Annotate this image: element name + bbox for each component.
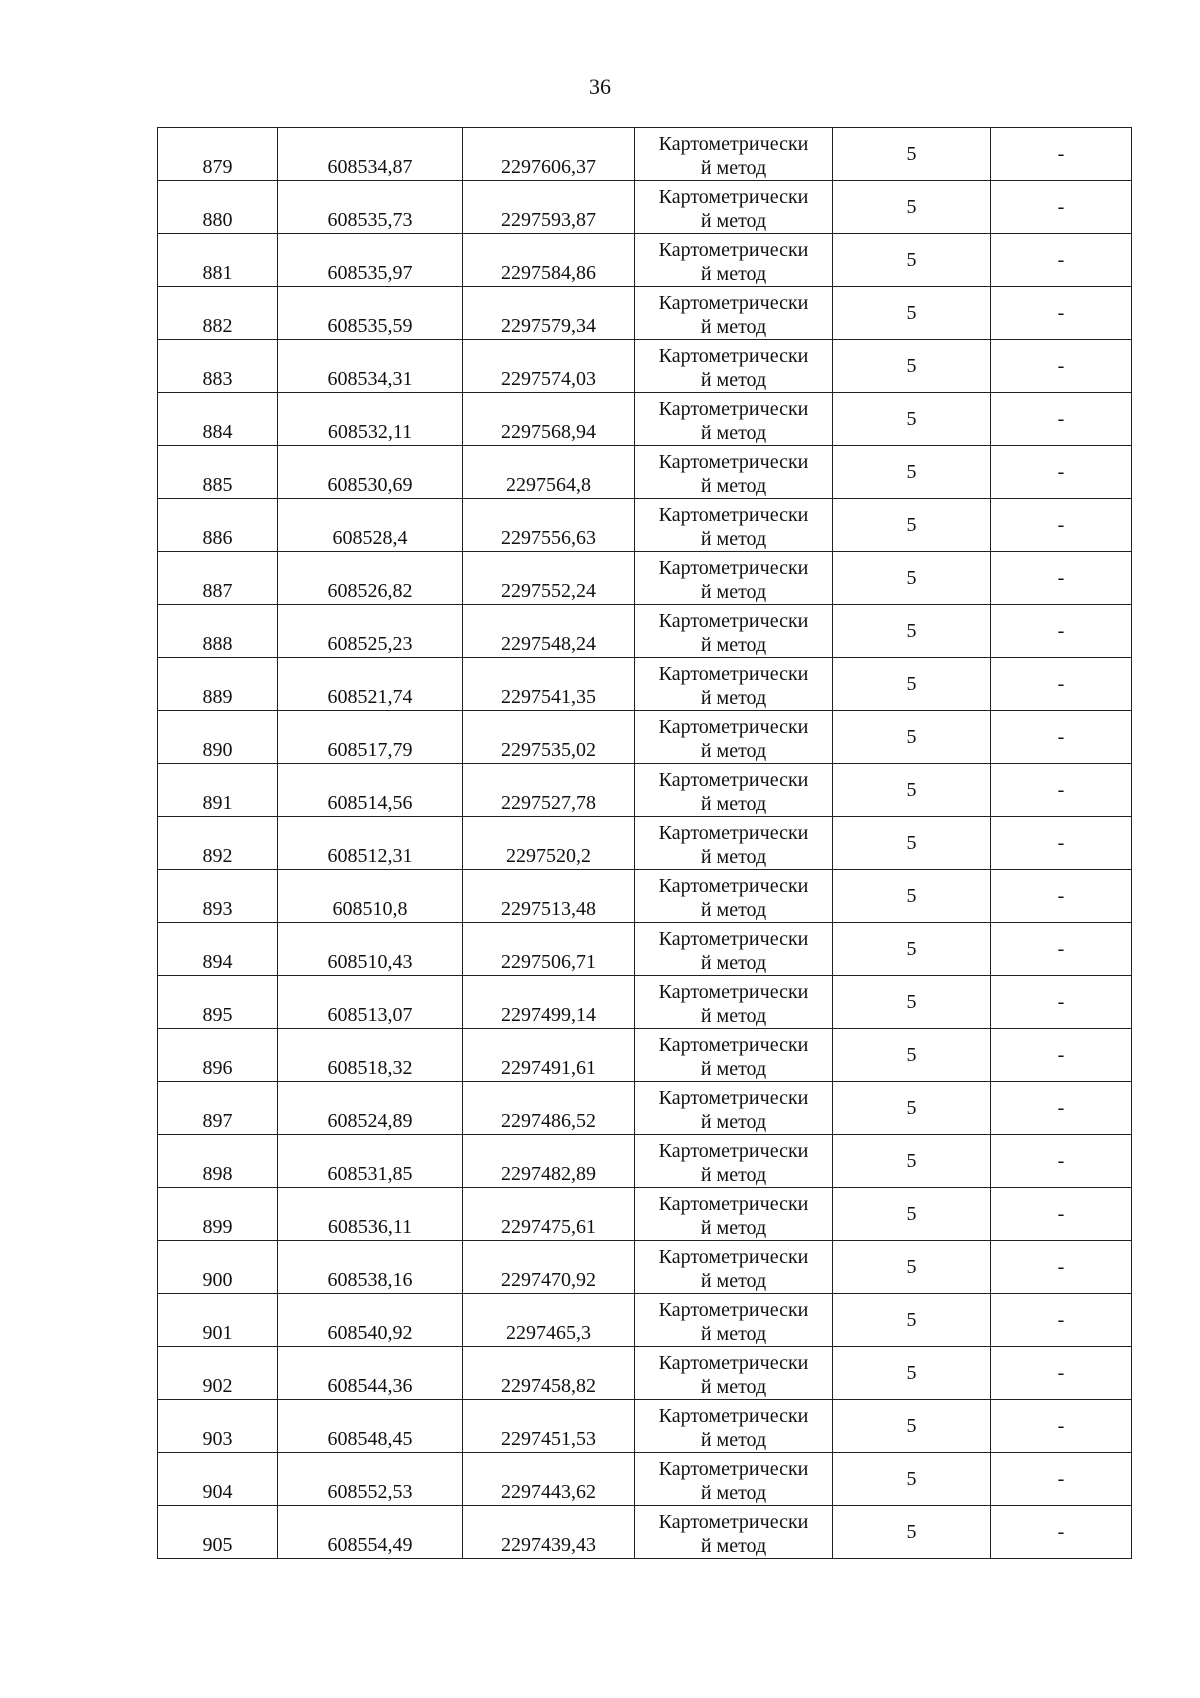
- table-row: [158, 976, 1132, 1029]
- y-coordinate-cell: 2297593,87: [463, 181, 635, 234]
- method-text: Картометрически й метод: [658, 1034, 809, 1080]
- x-coordinate-cell: 608526,82: [278, 552, 463, 605]
- x-coordinate-cell: 608544,36: [278, 1347, 463, 1400]
- coordinates-table: [157, 127, 1132, 1559]
- x-coordinate-cell: 608552,53: [278, 1453, 463, 1506]
- method-cell: [635, 393, 833, 446]
- y-coordinate-cell: 2297513,48: [463, 870, 635, 923]
- method-cell: [635, 552, 833, 605]
- point-number-cell: 882: [158, 287, 278, 340]
- description-cell: -: [991, 446, 1132, 499]
- point-number-cell: 899: [158, 1188, 278, 1241]
- accuracy-cell: 5: [833, 552, 991, 605]
- x-coordinate-cell: 608535,59: [278, 287, 463, 340]
- method-cell: [635, 1347, 833, 1400]
- table-row: [158, 1029, 1132, 1082]
- method-cell: [635, 976, 833, 1029]
- table-row: [158, 711, 1132, 764]
- point-number-cell: 901: [158, 1294, 278, 1347]
- table-row: [158, 1135, 1132, 1188]
- method-text: Картометрически й метод: [658, 1140, 809, 1186]
- y-coordinate-cell: 2297486,52: [463, 1082, 635, 1135]
- accuracy-cell: 5: [833, 340, 991, 393]
- description-cell: -: [991, 976, 1132, 1029]
- accuracy-cell: 5: [833, 1347, 991, 1400]
- accuracy-cell: 5: [833, 605, 991, 658]
- x-coordinate-cell: 608530,69: [278, 446, 463, 499]
- table-row: [158, 605, 1132, 658]
- method-cell: [635, 1453, 833, 1506]
- accuracy-cell: 5: [833, 976, 991, 1029]
- description-cell: -: [991, 605, 1132, 658]
- method-cell: [635, 1029, 833, 1082]
- x-coordinate-cell: 608540,92: [278, 1294, 463, 1347]
- method-text: Картометрически й метод: [658, 133, 809, 179]
- table-row: [158, 287, 1132, 340]
- y-coordinate-cell: 2297451,53: [463, 1400, 635, 1453]
- accuracy-cell: 5: [833, 711, 991, 764]
- x-coordinate-cell: 608534,31: [278, 340, 463, 393]
- method-text: Картометрически й метод: [658, 1087, 809, 1133]
- x-coordinate-cell: 608514,56: [278, 764, 463, 817]
- method-text: Картометрически й метод: [658, 1458, 809, 1504]
- description-cell: -: [991, 181, 1132, 234]
- method-text: Картометрически й метод: [658, 663, 809, 709]
- method-cell: [635, 1294, 833, 1347]
- description-cell: -: [991, 340, 1132, 393]
- accuracy-cell: 5: [833, 1400, 991, 1453]
- method-cell: [635, 870, 833, 923]
- description-cell: -: [991, 128, 1132, 181]
- x-coordinate-cell: 608518,32: [278, 1029, 463, 1082]
- x-coordinate-cell: 608534,87: [278, 128, 463, 181]
- coordinates-table-body: [158, 128, 1132, 1559]
- description-cell: -: [991, 1347, 1132, 1400]
- method-cell: [635, 1188, 833, 1241]
- x-coordinate-cell: 608528,4: [278, 499, 463, 552]
- table-row: [158, 446, 1132, 499]
- table-row: [158, 393, 1132, 446]
- y-coordinate-cell: 2297564,8: [463, 446, 635, 499]
- y-coordinate-cell: 2297465,3: [463, 1294, 635, 1347]
- y-coordinate-cell: 2297499,14: [463, 976, 635, 1029]
- description-cell: -: [991, 1294, 1132, 1347]
- table-row: [158, 1400, 1132, 1453]
- x-coordinate-cell: 608517,79: [278, 711, 463, 764]
- description-cell: -: [991, 1453, 1132, 1506]
- method-cell: [635, 499, 833, 552]
- point-number-cell: 891: [158, 764, 278, 817]
- y-coordinate-cell: 2297568,94: [463, 393, 635, 446]
- point-number-cell: 883: [158, 340, 278, 393]
- accuracy-cell: 5: [833, 1294, 991, 1347]
- method-cell: [635, 128, 833, 181]
- table-row: [158, 1082, 1132, 1135]
- method-cell: [635, 658, 833, 711]
- method-text: Картометрически й метод: [658, 1246, 809, 1292]
- point-number-cell: 898: [158, 1135, 278, 1188]
- table-row: [158, 340, 1132, 393]
- y-coordinate-cell: 2297552,24: [463, 552, 635, 605]
- page-number: 36: [589, 74, 611, 99]
- method-text: Картометрически й метод: [658, 716, 809, 762]
- y-coordinate-cell: 2297548,24: [463, 605, 635, 658]
- description-cell: -: [991, 658, 1132, 711]
- method-text: Картометрически й метод: [658, 1299, 809, 1345]
- table-row: [158, 499, 1132, 552]
- y-coordinate-cell: 2297574,03: [463, 340, 635, 393]
- y-coordinate-cell: 2297475,61: [463, 1188, 635, 1241]
- point-number-cell: 880: [158, 181, 278, 234]
- point-number-cell: 889: [158, 658, 278, 711]
- point-number-cell: 885: [158, 446, 278, 499]
- method-text: Картометрически й метод: [658, 928, 809, 974]
- accuracy-cell: 5: [833, 393, 991, 446]
- method-cell: [635, 234, 833, 287]
- accuracy-cell: 5: [833, 128, 991, 181]
- method-cell: [635, 1082, 833, 1135]
- point-number-cell: 892: [158, 817, 278, 870]
- method-text: Картометрически й метод: [658, 981, 809, 1027]
- point-number-cell: 896: [158, 1029, 278, 1082]
- accuracy-cell: 5: [833, 1029, 991, 1082]
- accuracy-cell: 5: [833, 1188, 991, 1241]
- table-row: [158, 658, 1132, 711]
- x-coordinate-cell: 608521,74: [278, 658, 463, 711]
- y-coordinate-cell: 2297541,35: [463, 658, 635, 711]
- method-text: Картометрически й метод: [658, 769, 809, 815]
- method-cell: [635, 923, 833, 976]
- y-coordinate-cell: 2297527,78: [463, 764, 635, 817]
- point-number-cell: 893: [158, 870, 278, 923]
- method-text: Картометрически й метод: [658, 504, 809, 550]
- x-coordinate-cell: 608524,89: [278, 1082, 463, 1135]
- method-cell: [635, 764, 833, 817]
- description-cell: -: [991, 1506, 1132, 1559]
- accuracy-cell: 5: [833, 499, 991, 552]
- description-cell: -: [991, 817, 1132, 870]
- x-coordinate-cell: 608538,16: [278, 1241, 463, 1294]
- method-cell: [635, 287, 833, 340]
- table-row: [158, 923, 1132, 976]
- method-text: Картометрически й метод: [658, 292, 809, 338]
- method-text: Картометрически й метод: [658, 557, 809, 603]
- table-row: [158, 128, 1132, 181]
- table-row: [158, 552, 1132, 605]
- table-row: [158, 1241, 1132, 1294]
- point-number-cell: 888: [158, 605, 278, 658]
- accuracy-cell: 5: [833, 234, 991, 287]
- y-coordinate-cell: 2297482,89: [463, 1135, 635, 1188]
- x-coordinate-cell: 608513,07: [278, 976, 463, 1029]
- method-text: Картометрически й метод: [658, 345, 809, 391]
- accuracy-cell: 5: [833, 1135, 991, 1188]
- table-row: [158, 1188, 1132, 1241]
- method-cell: [635, 711, 833, 764]
- description-cell: -: [991, 499, 1132, 552]
- description-cell: -: [991, 1400, 1132, 1453]
- point-number-cell: 895: [158, 976, 278, 1029]
- point-number-cell: 900: [158, 1241, 278, 1294]
- description-cell: -: [991, 711, 1132, 764]
- y-coordinate-cell: 2297439,43: [463, 1506, 635, 1559]
- description-cell: -: [991, 764, 1132, 817]
- table-row: [158, 764, 1132, 817]
- method-cell: [635, 1241, 833, 1294]
- y-coordinate-cell: 2297579,34: [463, 287, 635, 340]
- accuracy-cell: 5: [833, 1082, 991, 1135]
- table-row: [158, 1453, 1132, 1506]
- point-number-cell: 902: [158, 1347, 278, 1400]
- y-coordinate-cell: 2297506,71: [463, 923, 635, 976]
- accuracy-cell: 5: [833, 1453, 991, 1506]
- accuracy-cell: 5: [833, 1241, 991, 1294]
- x-coordinate-cell: 608512,31: [278, 817, 463, 870]
- point-number-cell: 897: [158, 1082, 278, 1135]
- accuracy-cell: 5: [833, 1506, 991, 1559]
- y-coordinate-cell: 2297556,63: [463, 499, 635, 552]
- point-number-cell: 884: [158, 393, 278, 446]
- y-coordinate-cell: 2297606,37: [463, 128, 635, 181]
- accuracy-cell: 5: [833, 764, 991, 817]
- method-cell: [635, 817, 833, 870]
- y-coordinate-cell: 2297491,61: [463, 1029, 635, 1082]
- description-cell: -: [991, 1135, 1132, 1188]
- x-coordinate-cell: 608532,11: [278, 393, 463, 446]
- x-coordinate-cell: 608535,97: [278, 234, 463, 287]
- point-number-cell: 881: [158, 234, 278, 287]
- x-coordinate-cell: 608510,43: [278, 923, 463, 976]
- method-text: Картометрически й метод: [658, 239, 809, 285]
- method-text: Картометрически й метод: [658, 186, 809, 232]
- y-coordinate-cell: 2297535,02: [463, 711, 635, 764]
- y-coordinate-cell: 2297470,92: [463, 1241, 635, 1294]
- x-coordinate-cell: 608525,23: [278, 605, 463, 658]
- table-row: [158, 1294, 1132, 1347]
- y-coordinate-cell: 2297584,86: [463, 234, 635, 287]
- point-number-cell: 890: [158, 711, 278, 764]
- table-row: [158, 1347, 1132, 1400]
- method-cell: [635, 605, 833, 658]
- description-cell: -: [991, 1241, 1132, 1294]
- table-row: [158, 181, 1132, 234]
- method-text: Картометрически й метод: [658, 451, 809, 497]
- accuracy-cell: 5: [833, 287, 991, 340]
- method-cell: [635, 1135, 833, 1188]
- description-cell: -: [991, 393, 1132, 446]
- description-cell: -: [991, 552, 1132, 605]
- accuracy-cell: 5: [833, 923, 991, 976]
- method-text: Картометрически й метод: [658, 875, 809, 921]
- point-number-cell: 894: [158, 923, 278, 976]
- point-number-cell: 887: [158, 552, 278, 605]
- method-text: Картометрически й метод: [658, 1511, 809, 1557]
- method-text: Картометрически й метод: [658, 610, 809, 656]
- method-cell: [635, 340, 833, 393]
- x-coordinate-cell: 608548,45: [278, 1400, 463, 1453]
- description-cell: -: [991, 287, 1132, 340]
- point-number-cell: 904: [158, 1453, 278, 1506]
- x-coordinate-cell: 608554,49: [278, 1506, 463, 1559]
- method-text: Картометрически й метод: [658, 1352, 809, 1398]
- accuracy-cell: 5: [833, 446, 991, 499]
- accuracy-cell: 5: [833, 870, 991, 923]
- x-coordinate-cell: 608531,85: [278, 1135, 463, 1188]
- description-cell: -: [991, 1029, 1132, 1082]
- method-cell: [635, 446, 833, 499]
- description-cell: -: [991, 1188, 1132, 1241]
- accuracy-cell: 5: [833, 817, 991, 870]
- y-coordinate-cell: 2297443,62: [463, 1453, 635, 1506]
- description-cell: -: [991, 870, 1132, 923]
- point-number-cell: 886: [158, 499, 278, 552]
- table-row: [158, 870, 1132, 923]
- y-coordinate-cell: 2297458,82: [463, 1347, 635, 1400]
- description-cell: -: [991, 923, 1132, 976]
- accuracy-cell: 5: [833, 181, 991, 234]
- description-cell: -: [991, 234, 1132, 287]
- x-coordinate-cell: 608535,73: [278, 181, 463, 234]
- table-row: [158, 234, 1132, 287]
- y-coordinate-cell: 2297520,2: [463, 817, 635, 870]
- point-number-cell: 879: [158, 128, 278, 181]
- method-cell: [635, 1506, 833, 1559]
- method-text: Картометрически й метод: [658, 1193, 809, 1239]
- point-number-cell: 903: [158, 1400, 278, 1453]
- method-cell: [635, 1400, 833, 1453]
- method-text: Картометрически й метод: [658, 822, 809, 868]
- table-row: [158, 817, 1132, 870]
- method-cell: [635, 181, 833, 234]
- accuracy-cell: 5: [833, 658, 991, 711]
- description-cell: -: [991, 1082, 1132, 1135]
- method-text: Картометрически й метод: [658, 1405, 809, 1451]
- point-number-cell: 905: [158, 1506, 278, 1559]
- x-coordinate-cell: 608536,11: [278, 1188, 463, 1241]
- table-row: [158, 1506, 1132, 1559]
- x-coordinate-cell: 608510,8: [278, 870, 463, 923]
- method-text: Картометрически й метод: [658, 398, 809, 444]
